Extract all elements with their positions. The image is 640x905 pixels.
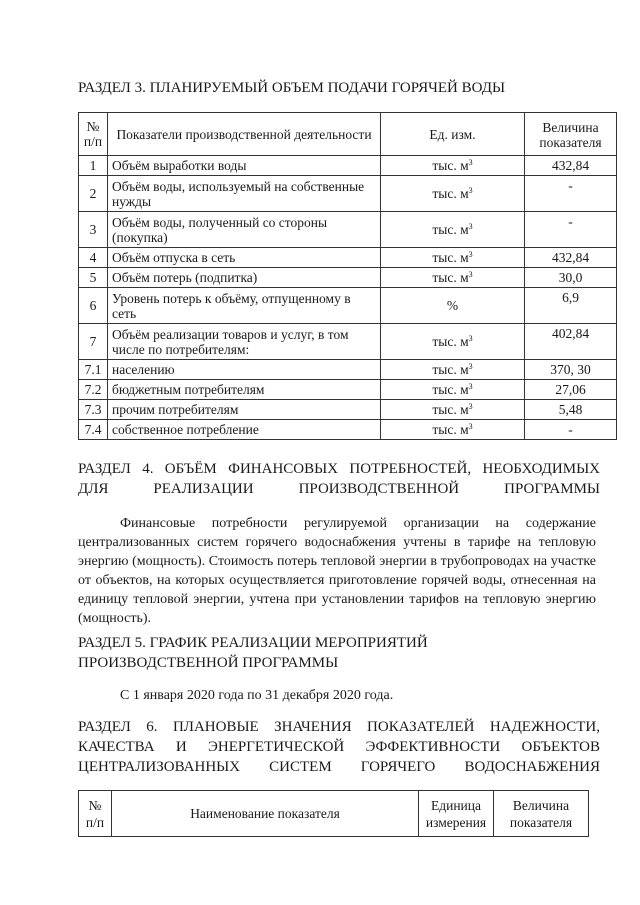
header-indicator: Показатели производственной деятельности [108, 113, 381, 156]
table-header-row [79, 791, 589, 837]
row-unit: тыс. $м^3$ [381, 360, 525, 380]
section5-heading [78, 633, 600, 673]
row-num: 5 [79, 268, 108, 288]
indicators-table [78, 790, 589, 837]
row-indicator: населению [108, 360, 381, 380]
row-indicator: собственное потребление [108, 420, 381, 440]
header-num: № п/п [79, 791, 112, 837]
row-value: 432,84 [525, 156, 617, 176]
table-row [79, 380, 617, 400]
table-row [79, 288, 617, 324]
row-indicator: Объём выработки воды [108, 156, 381, 176]
row-value: 6,9 [525, 288, 617, 324]
section4-heading-line1: РАЗДЕЛ 4. ОБЪЁМ ФИНАНСОВЫХ ПОТРЕБНОСТЕЙ, НЕОБХОДИМЫХ [78, 461, 600, 477]
section4-heading [78, 459, 600, 499]
header-value: Величина показателя [494, 791, 589, 837]
row-num: 7 [79, 324, 108, 360]
table-row [79, 156, 617, 176]
row-indicator: Объём реализации товаров и услуг, в том числе по потребителям: [108, 324, 381, 360]
table-row [79, 324, 617, 360]
row-indicator: бюджетным потребителям [108, 380, 381, 400]
row-indicator: Объём потерь (подпитка) [108, 268, 381, 288]
row-value: - [525, 212, 617, 248]
row-num: 4 [79, 248, 108, 268]
row-indicator: прочим потребителям [108, 400, 381, 420]
row-num: 7.1 [79, 360, 108, 380]
row-indicator: Объём воды, используемый на собственные нужды [108, 176, 381, 212]
row-num: 6 [79, 288, 108, 324]
row-unit: тыс. $м^3$ [381, 420, 525, 440]
row-value: 5,48 [525, 400, 617, 420]
header-value: Величина показателя [525, 113, 617, 156]
water-volume-table [78, 112, 617, 440]
table-body [79, 156, 617, 440]
row-value: 30,0 [525, 268, 617, 288]
section3-heading: РАЗДЕЛ 3. ПЛАНИРУЕМЫЙ ОБЪЕМ ПОДАЧИ ГОРЯЧЕЙ ВОДЫ [78, 80, 506, 96]
row-num: 7.4 [79, 420, 108, 440]
row-value: - [525, 176, 617, 212]
row-num: 7.2 [79, 380, 108, 400]
row-num: 1 [79, 156, 108, 176]
section6-heading-line3: ЦЕНТРАЛИЗОВАННЫХ СИСТЕМ ГОРЯЧЕГО ВОДОСНАБЖЕНИЯ [78, 759, 600, 775]
table-header-row [79, 113, 617, 156]
row-unit: тыс. $м^3$ [381, 400, 525, 420]
table-row [79, 420, 617, 440]
row-unit: тыс. $м^3$ [381, 212, 525, 248]
header-unit: Единица измерения [419, 791, 494, 837]
section6-heading [78, 717, 600, 777]
row-indicator: Объём отпуска в сеть [108, 248, 381, 268]
row-value: - [525, 420, 617, 440]
section6-heading-line2: КАЧЕСТВА И ЭНЕРГЕТИЧЕСКОЙ ЭФФЕКТИВНОСТИ ОБЪЕКТОВ [78, 739, 600, 755]
header-num: № п/п [79, 113, 108, 156]
row-unit: тыс. $м^3$ [381, 248, 525, 268]
row-indicator: Уровень потерь к объёму, отпущенному в сеть [108, 288, 381, 324]
row-unit: тыс. $м^3$ [381, 268, 525, 288]
table-row [79, 268, 617, 288]
table-row [79, 360, 617, 380]
row-unit: тыс. $м^3$ [381, 156, 525, 176]
table-row [79, 176, 617, 212]
section5-paragraph: С 1 января 2020 года по 31 декабря 2020 года. [120, 688, 394, 703]
section5-heading-line2: ПРОИЗВОДСТВЕННОЙ ПРОГРАММЫ [78, 655, 339, 671]
section5-heading-line1: РАЗДЕЛ 5. ГРАФИК РЕАЛИЗАЦИИ МЕРОПРИЯТИЙ [78, 635, 428, 651]
row-value: 370, 30 [525, 360, 617, 380]
row-num: 3 [79, 212, 108, 248]
row-num: 7.3 [79, 400, 108, 420]
row-value: 432,84 [525, 248, 617, 268]
table-row [79, 212, 617, 248]
row-value: 402,84 [525, 324, 617, 360]
section4-heading-line2: ДЛЯ РЕАЛИЗАЦИИ ПРОИЗВОДСТВЕННОЙ ПРОГРАММЫ [78, 481, 600, 497]
row-unit: тыс. $м^3$ [381, 324, 525, 360]
header-name: Наименование показателя [112, 791, 419, 837]
section6-heading-line1: РАЗДЕЛ 6. ПЛАНОВЫЕ ЗНАЧЕНИЯ ПОКАЗАТЕЛЕЙ НАДЕЖНОСТИ, [78, 719, 600, 735]
table-row [79, 400, 617, 420]
section4-paragraph: Финансовые потребности регулируемой организации на содержание централизованных систем горячего водоснабжения учтены в тарифе на тепловую энергию (мощность). Стоимость потерь тепловой энергии в трубопроводах на участке от объектов, на которых осуществляется приготовление горячей воды, отнесенная на единицу тепловой энергии, учтена при установлении тарифов на тепловую энергию (мощность). [78, 516, 596, 626]
row-num: 2 [79, 176, 108, 212]
row-unit: тыс. $м^3$ [381, 380, 525, 400]
row-value: 27,06 [525, 380, 617, 400]
row-unit: % [381, 288, 525, 324]
row-indicator: Объём воды, полученный со стороны (покупка) [108, 212, 381, 248]
table-row [79, 248, 617, 268]
row-unit: тыс. $м^3$ [381, 176, 525, 212]
header-unit: Ед. изм. [381, 113, 525, 156]
